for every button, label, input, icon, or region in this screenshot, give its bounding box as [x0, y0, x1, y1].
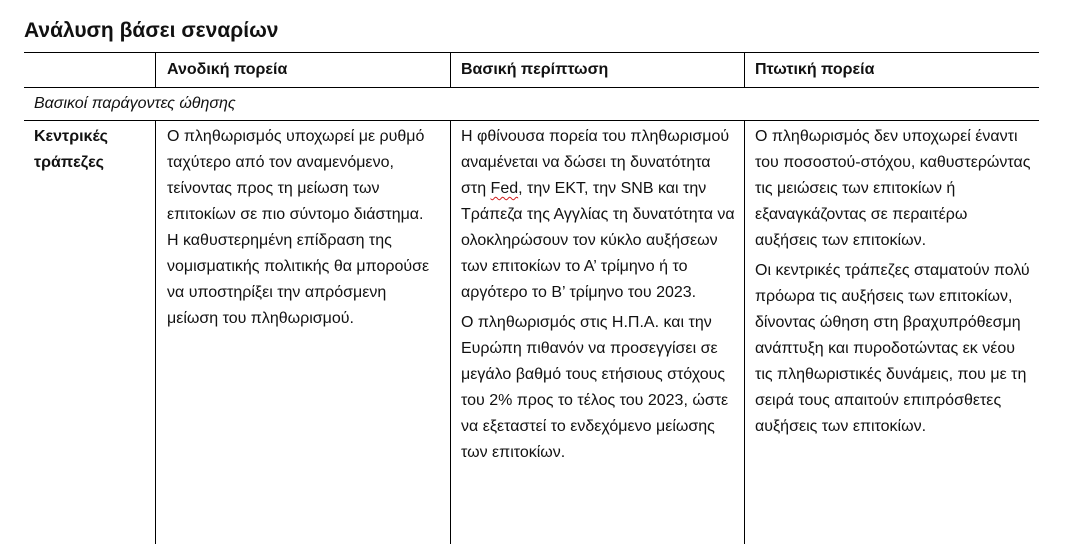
- column-divider: [744, 52, 745, 87]
- base-case-text-1-end: , την ΕΚΤ, την SNB και την Τράπεζα της Αγγλίας τη δυνατότητα να ολοκληρώσουν τον κύκλο αυξήσεων των επιτοκίων το Α’ τρίμηνο ή το αργότερο το Β’ τρίμηνο του 2023.: [461, 180, 735, 301]
- base-case-text-1-start: Η φθίνουσα πορεία του πληθωρισμού αναμένεται να δώσει τη δυνατότητα στη: [461, 128, 730, 197]
- column-divider: [450, 120, 451, 544]
- header-downside: Πτωτική πορεία: [755, 61, 875, 78]
- base-case-cell: [461, 124, 737, 470]
- row-label: Κεντρικές τράπεζες: [34, 128, 108, 171]
- section-label: Βασικοί παράγοντες ώθησης: [34, 95, 236, 112]
- base-case-text-2: Ο πληθωρισμός στις Η.Π.Α. και την Ευρώπη πιθανόν να προσεγγίσει σε μεγάλο βαθμό τους ετήσιους στόχους του 2% προς το τέλος του 2023, ώστε να εξεταστεί το ενδεχόμενο μείωσης των επιτοκίων.: [461, 314, 729, 461]
- scenario-table: [24, 52, 1039, 544]
- column-divider: [155, 52, 156, 87]
- downside-text-2: Οι κεντρικές τράπεζες σταματούν πολύ πρόωρα τις αυξήσεις των επιτοκίων, δίνοντας ώθηση στη βραχυπρόθεσμη ανάπτυξη και πυροδοτώντας εκ νέου τις πληθωριστικές δυνάμεις, που με τη σειρά τους απαιτούν επιπρόσθετες αυξήσεις των επιτοκίων.: [755, 262, 1030, 435]
- spellcheck-marked-word: Fed: [490, 180, 519, 197]
- column-divider: [450, 52, 451, 87]
- header-base-case: Βασική περίπτωση: [461, 61, 609, 78]
- header-upside: Ανοδική πορεία: [167, 61, 288, 78]
- upside-cell: [167, 124, 437, 336]
- document-title: Ανάλυση βάσει σεναρίων: [24, 19, 279, 42]
- column-divider: [744, 120, 745, 544]
- section-bottom-border: [24, 120, 1039, 121]
- downside-text-1: Ο πληθωρισμός δεν υποχωρεί έναντι του ποσοστού-στόχου, καθυστερώντας τις μειώσεις των επιτοκίων ή εξαναγκάζοντας σε περαιτέρω αυξήσεις των επιτοκίων.: [755, 128, 1031, 249]
- column-divider: [155, 120, 156, 544]
- base-case-text-1: [461, 124, 737, 306]
- downside-cell: [755, 124, 1033, 444]
- upside-text: Ο πληθωρισμός υποχωρεί με ρυθμό ταχύτερο από τον αναμενόμενο, τείνοντας προς τη μείωση των επιτοκίων σε πιο σύντομο διάστημα. Η καθυστερημένη επίδραση της νομισματικής πολιτικής θα μπορούσε να υποστηρίξει την απρόσμενη μείωση του πληθωρισμού.: [167, 128, 430, 327]
